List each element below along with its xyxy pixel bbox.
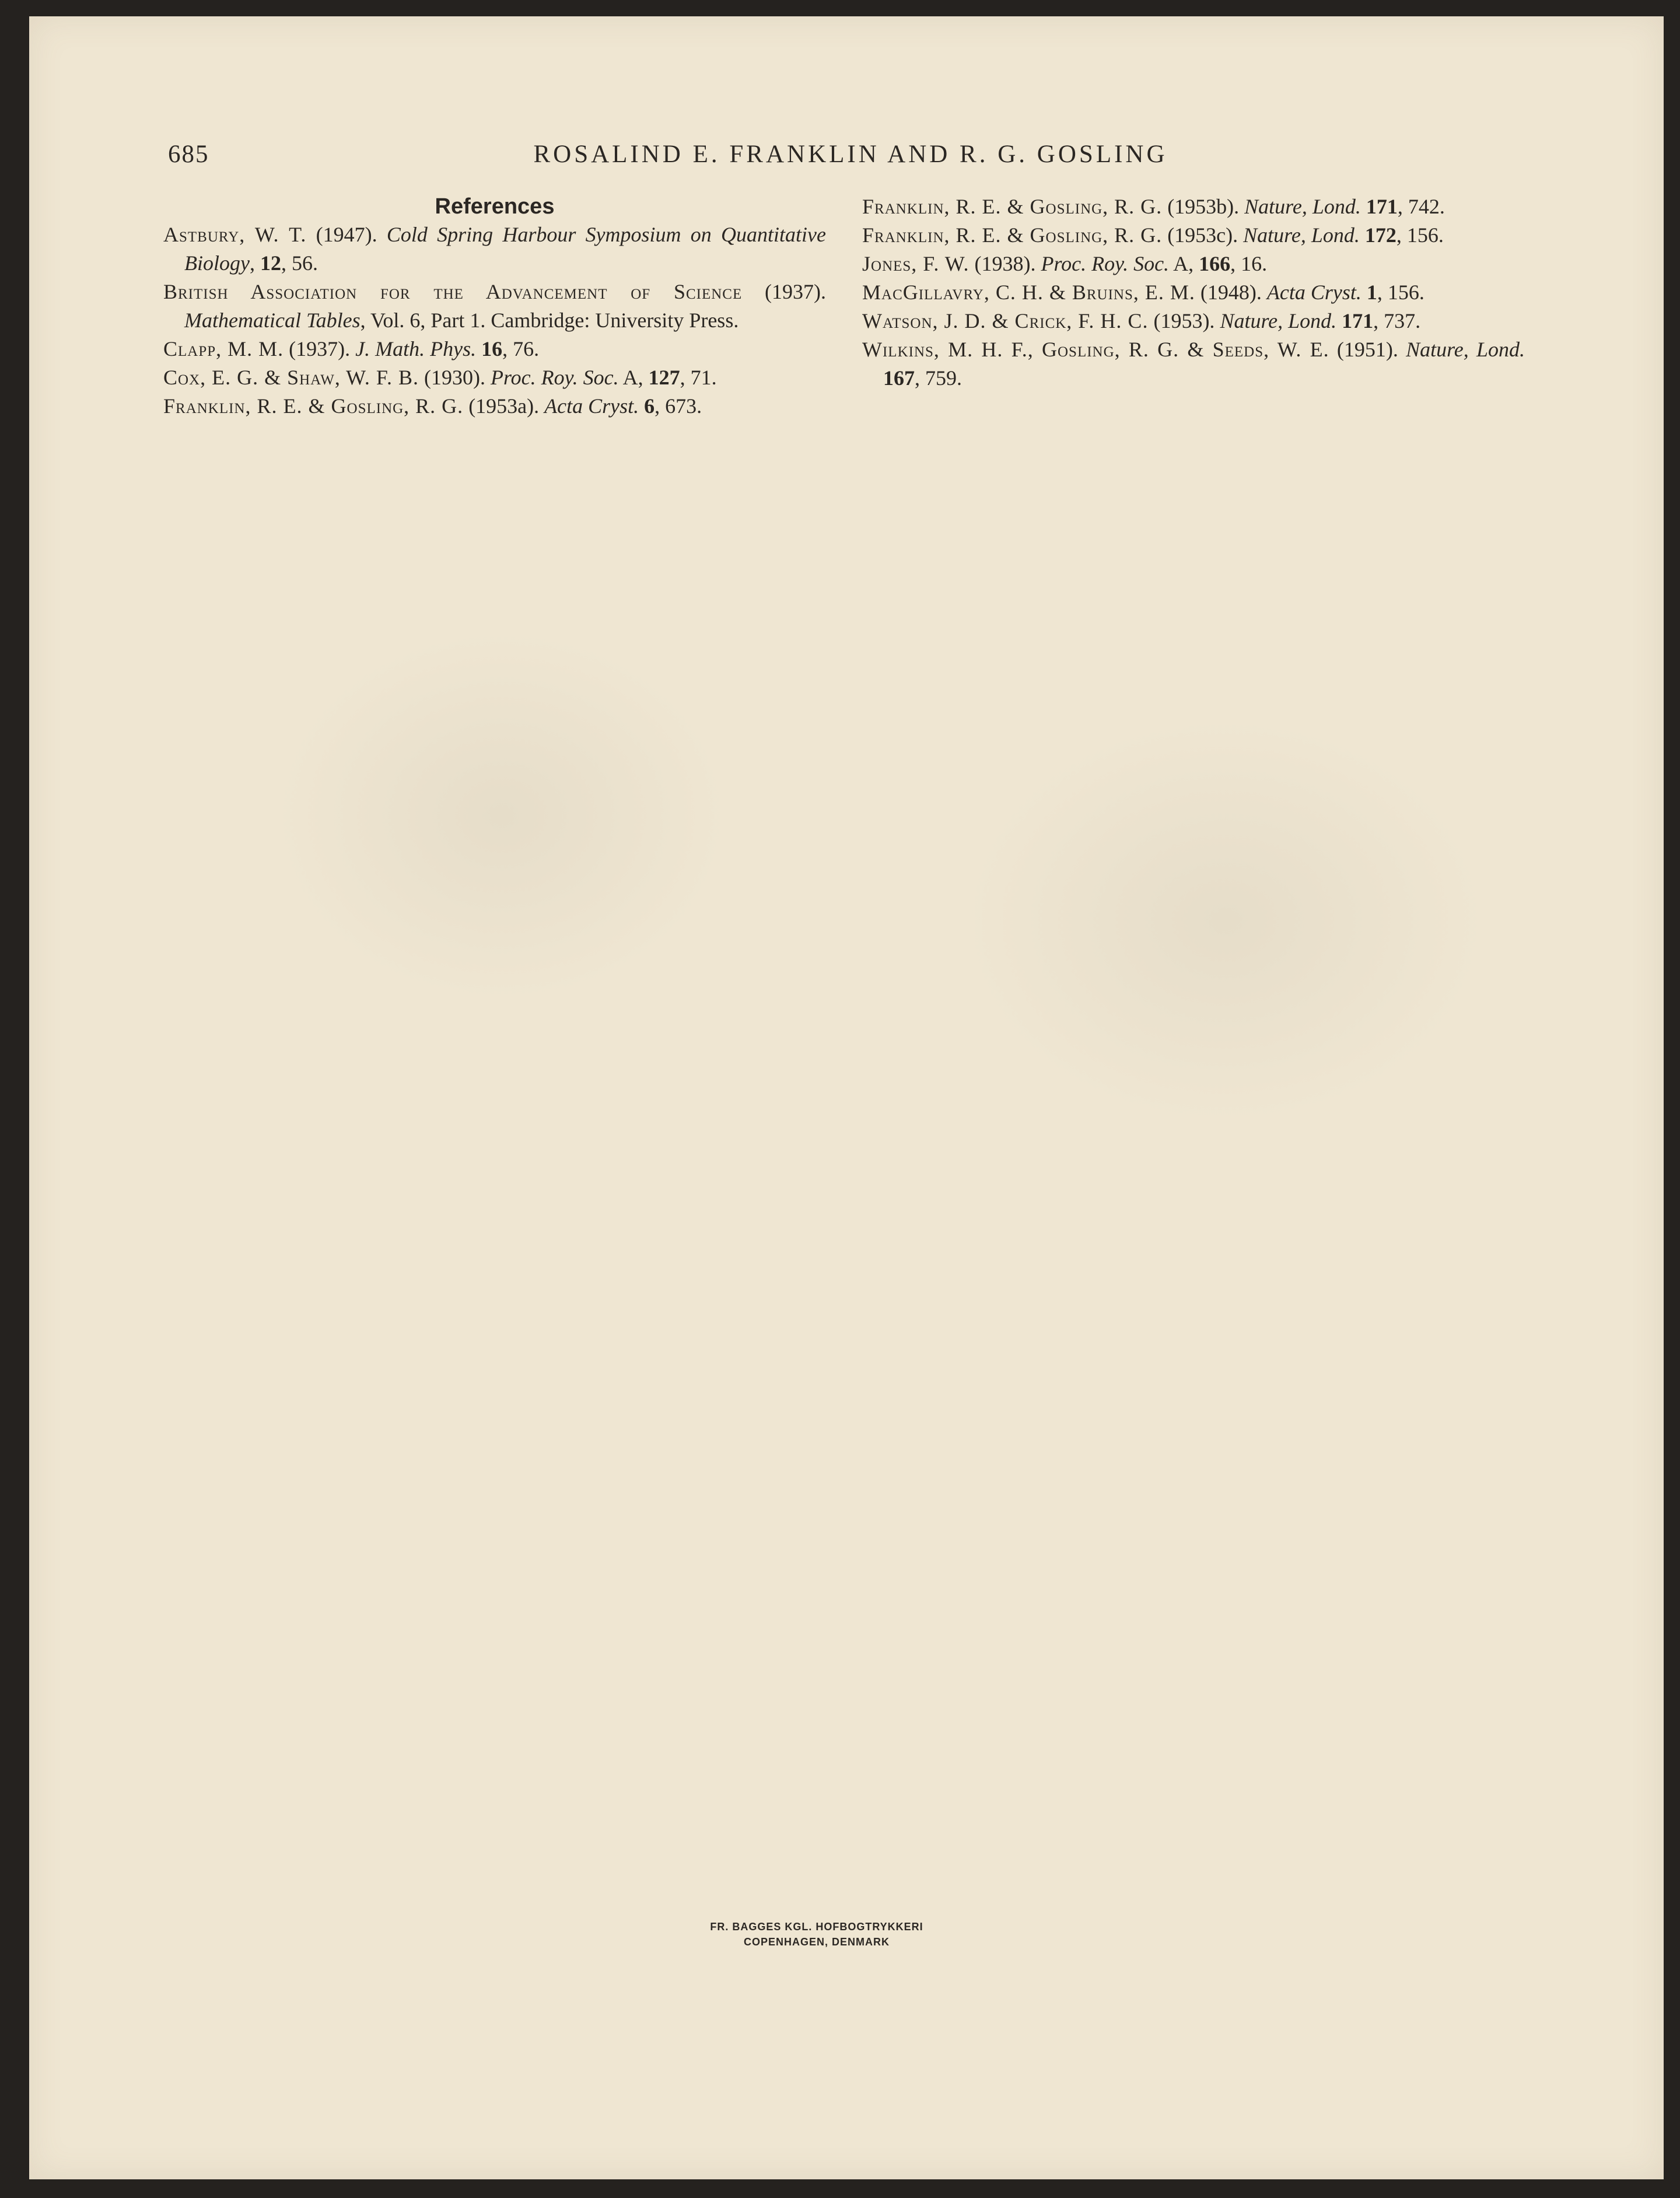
imprint-line: COPENHAGEN, DENMARK xyxy=(743,1936,890,1948)
imprint-line: FR. BAGGES KGL. HOFBOGTRYKKERI xyxy=(710,1921,923,1933)
reference-volume: 167 xyxy=(883,366,915,390)
reference-author: Franklin, R. E. & Gosling, R. G. xyxy=(862,195,1163,218)
reference-separator: , xyxy=(249,251,260,275)
reference-author: Clapp, M. M. xyxy=(163,337,284,360)
reference-entry xyxy=(862,307,1525,335)
reference-source: Proc. Roy. Soc. xyxy=(491,366,619,389)
references-left-column xyxy=(163,192,826,421)
reference-entry xyxy=(862,192,1525,221)
reference-year: (1948). xyxy=(1195,281,1267,304)
reference-author: Wilkins, M. H. F., Gosling, R. G. & Seeds, W. E. xyxy=(862,338,1329,361)
reference-entry xyxy=(862,250,1525,278)
reference-source: Nature, Lond. xyxy=(1406,338,1525,361)
reference-pages: , 156. xyxy=(1396,223,1444,247)
reference-author: British Association for the Advancement of Science xyxy=(163,280,743,303)
reference-year: (1938). xyxy=(969,252,1041,275)
references-heading: References xyxy=(435,194,555,219)
reference-pages: , 673. xyxy=(654,394,702,418)
reference-author: Franklin, R. E. & Gosling, R. G. xyxy=(862,223,1163,247)
reference-volume: 166 xyxy=(1199,252,1231,275)
reference-pages: , 76. xyxy=(502,337,540,360)
reference-separator: A, xyxy=(1169,252,1199,275)
reference-volume: 171 xyxy=(1366,195,1398,218)
reference-author: Cox, E. G. & Shaw, W. F. B. xyxy=(163,366,419,389)
reference-pages: , 737. xyxy=(1373,309,1421,332)
reference-year: (1937). xyxy=(284,337,356,360)
reference-author: Watson, J. D. & Crick, F. H. C. xyxy=(862,309,1149,332)
reference-entry xyxy=(163,278,826,335)
reference-entry xyxy=(163,220,826,278)
reference-pages: , Vol. 6, Part 1. Cambridge: University Press. xyxy=(360,309,739,332)
reference-volume: 172 xyxy=(1364,223,1396,247)
reference-source: Proc. Roy. Soc. xyxy=(1041,252,1170,275)
reference-pages: , 71. xyxy=(680,366,717,389)
reference-year: (1953b). xyxy=(1162,195,1245,218)
reference-entry xyxy=(163,392,826,421)
reference-author: Jones, F. W. xyxy=(862,252,970,275)
running-header xyxy=(168,140,1533,175)
reference-entry xyxy=(163,335,826,363)
reference-separator xyxy=(476,337,481,360)
reference-source: Acta Cryst. xyxy=(544,394,639,418)
reference-volume: 127 xyxy=(648,366,680,389)
reference-year: (1953). xyxy=(1148,309,1220,332)
reference-source: Nature, Lond. xyxy=(1244,195,1361,218)
reference-pages: , 16. xyxy=(1230,252,1268,275)
page-number: 685 xyxy=(168,141,209,168)
references-right-column xyxy=(862,192,1525,393)
reference-entry xyxy=(862,221,1525,250)
reference-separator: A, xyxy=(618,366,649,389)
reference-source: Acta Cryst. xyxy=(1266,281,1362,304)
reference-pages: , 156. xyxy=(1377,281,1424,304)
reference-year: (1951). xyxy=(1329,338,1406,361)
reference-source: Nature, Lond. xyxy=(1243,223,1360,247)
reference-separator xyxy=(1360,223,1365,247)
reference-author: Franklin, R. E. & Gosling, R. G. xyxy=(163,394,464,418)
reference-source: Cold Spring Harbour Symposium on Quantitative Biology xyxy=(184,223,826,275)
reference-entry xyxy=(862,278,1525,307)
reference-author: MacGillavry, C. H. & Bruins, E. M. xyxy=(862,281,1195,304)
reference-year: (1947). xyxy=(306,223,387,246)
reference-source: Nature, Lond. xyxy=(1220,309,1337,332)
reference-volume: 6 xyxy=(644,394,655,418)
reference-year: (1953a). xyxy=(463,394,545,418)
reference-source: J. Math. Phys. xyxy=(355,337,477,360)
reference-author: Astbury, W. T. xyxy=(163,223,307,246)
reference-separator xyxy=(1361,195,1366,218)
reference-year: (1953c). xyxy=(1162,223,1244,247)
reference-entry xyxy=(862,335,1525,393)
reference-separator xyxy=(1336,309,1342,332)
reference-pages: , 742. xyxy=(1397,195,1445,218)
reference-source: Mathematical Tables xyxy=(184,309,360,332)
reference-separator xyxy=(639,394,644,418)
printer-imprint xyxy=(595,1919,1038,1950)
reference-volume: 16 xyxy=(481,337,503,360)
reference-volume: 1 xyxy=(1366,281,1377,304)
show-through-shadow xyxy=(963,716,1488,1125)
reference-year: (1930). xyxy=(419,366,491,389)
show-through-shadow xyxy=(274,629,729,1002)
reference-volume: 171 xyxy=(1342,309,1374,332)
reference-volume: 12 xyxy=(260,251,281,275)
reference-separator xyxy=(1362,281,1367,304)
running-title: ROSALIND E. FRANKLIN AND R. G. GOSLING xyxy=(533,141,1168,168)
reference-pages: , 759. xyxy=(915,366,962,390)
reference-pages: , 56. xyxy=(281,251,318,275)
reference-year: (1937). xyxy=(742,280,827,303)
reference-entry xyxy=(163,363,826,392)
